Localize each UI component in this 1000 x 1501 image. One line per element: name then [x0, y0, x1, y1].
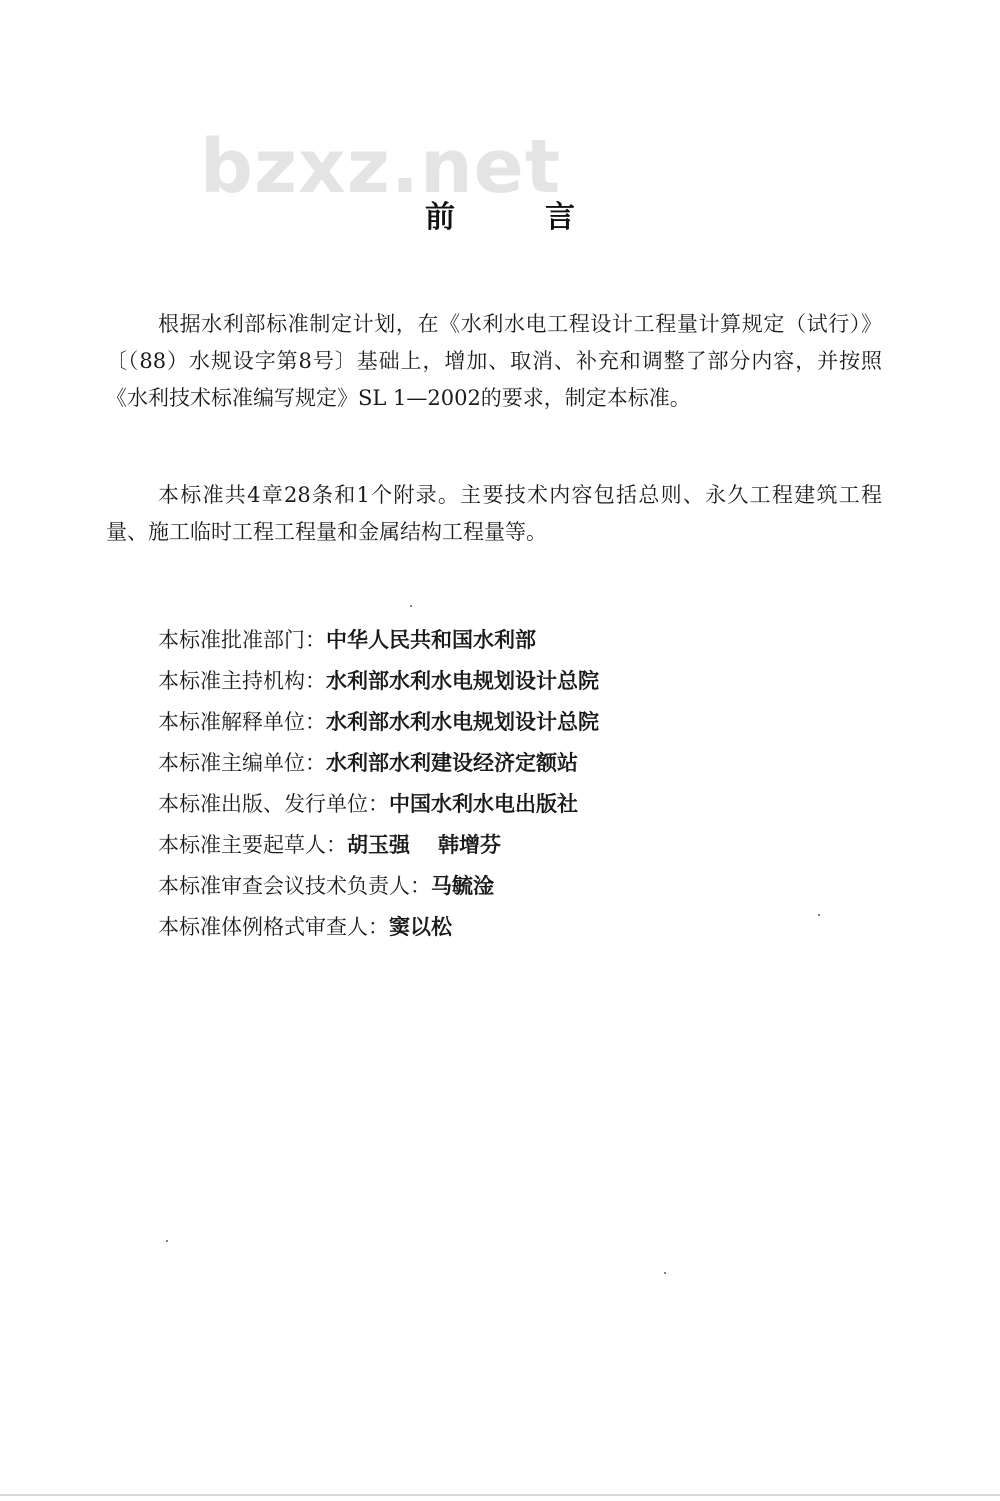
credit-label: 本标准主编单位：	[158, 751, 326, 775]
credit-value	[347, 833, 501, 857]
drafter-name-1: 胡玉强	[347, 833, 410, 857]
credit-value: 窦以松	[389, 915, 452, 939]
credit-interpretation-unit	[158, 702, 878, 743]
scan-speck	[410, 605, 412, 607]
credit-drafters	[158, 825, 878, 866]
credit-label: 本标准审查会议技术负责人：	[158, 874, 431, 898]
credit-label: 本标准体例格式审查人：	[158, 915, 389, 939]
body-paragraph-2	[106, 477, 882, 551]
credit-value: 中国水利水电出版社	[389, 792, 578, 816]
credit-approval-dept	[158, 620, 878, 661]
credit-format-reviewer	[158, 907, 878, 948]
page-title	[0, 198, 1000, 238]
credit-value: 中华人民共和国水利部	[326, 628, 536, 652]
body-paragraph-1	[106, 306, 882, 417]
credit-host-org	[158, 661, 878, 702]
credits-list	[158, 620, 878, 948]
scan-speck	[664, 1272, 666, 1274]
credit-value: 水利部水利水电规划设计总院	[326, 669, 599, 693]
credit-label: 本标准主要起草人：	[158, 833, 347, 857]
credit-review-technical-lead	[158, 866, 878, 907]
credit-label: 本标准解释单位：	[158, 710, 326, 734]
credit-value: 马毓淦	[431, 874, 494, 898]
credit-label: 本标准批准部门：	[158, 628, 326, 652]
watermark: bzxz.net	[200, 124, 562, 210]
paragraph-text: 本标准共4章28条和1个附录。主要技术内容包括总则、永久工程建筑工程量、施工临时工程工程量和金属结构工程量等。	[106, 483, 882, 544]
credit-value: 水利部水利水电规划设计总院	[326, 710, 599, 734]
drafter-name-2: 韩增芬	[438, 833, 501, 857]
scan-speck	[818, 914, 820, 916]
credit-chief-editor-unit	[158, 743, 878, 784]
paragraph-text: 根据水利部标准制定计划，在《水利水电工程设计工程量计算规定（试行）》〔（88）水规设字第8号〕基础上，增加、取消、补充和调整了部分内容，并按照《水利技术标准编写规定》SL 1—2002的要求，制定本标准。	[106, 312, 882, 410]
credit-publisher	[158, 784, 878, 825]
credit-label: 本标准主持机构：	[158, 669, 326, 693]
credit-value: 水利部水利建设经济定额站	[326, 751, 578, 775]
scan-speck	[166, 1240, 168, 1242]
page-bottom-edge	[0, 1494, 1000, 1496]
credit-label: 本标准出版、发行单位：	[158, 792, 389, 816]
title-char-1: 前	[425, 200, 455, 235]
title-char-2: 言	[545, 200, 575, 235]
